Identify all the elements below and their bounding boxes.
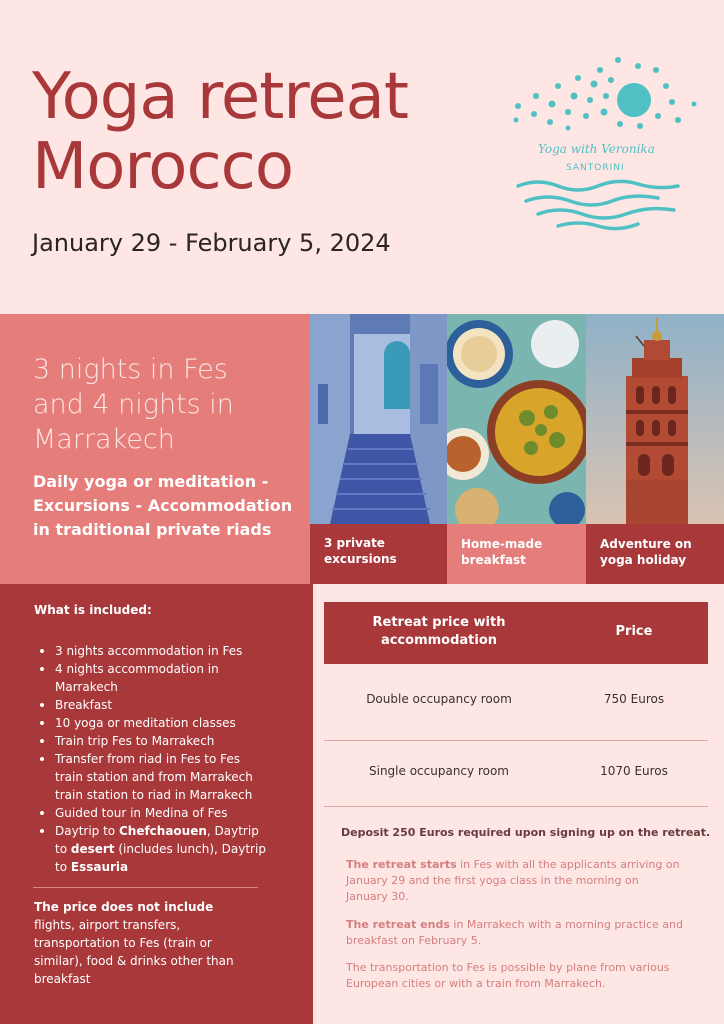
list-item — [40, 732, 280, 750]
intro-subtitle-line: Daily yoga or meditation - — [33, 472, 269, 491]
list-item-daytrips — [40, 822, 280, 876]
not-included — [34, 898, 294, 988]
header-accommodation: Retreat price with accommodation — [372, 615, 506, 648]
logo-text-2: SANTORINI — [566, 163, 625, 173]
list-item-text: 3 nights accommodation in Fes — [55, 644, 243, 658]
note-text: in Fes with all the applicants arriving on — [456, 858, 680, 871]
intro-title-line: 3 nights in Fes — [33, 354, 228, 385]
caption-line: Adventure on — [600, 537, 692, 551]
intro-title-line: and 4 nights in — [33, 389, 234, 420]
intro-title-line: Marrakech — [33, 424, 175, 455]
list-item — [40, 714, 280, 732]
daytrip-chefchaouen: Chefchaouen — [118, 824, 207, 838]
room-type: Single occupancy room — [369, 764, 509, 778]
included-list — [40, 642, 280, 876]
list-item-text: Marrakech — [55, 680, 118, 694]
intro-subtitle-line: in traditional private riads — [33, 520, 272, 539]
retreat-ends-note — [346, 917, 686, 949]
note-text: in Marrakech with a morning practice and — [449, 918, 683, 931]
list-item — [40, 750, 280, 804]
daytrip-text: to — [55, 842, 71, 856]
caption-line: breakfast — [461, 553, 526, 567]
list-item-text: Breakfast — [55, 698, 113, 712]
not-included-line: breakfast — [34, 972, 91, 986]
note-text: The transportation to Fes is possible by plane from various — [346, 961, 670, 974]
yoga-with-veronika-logo — [508, 56, 698, 236]
list-item — [40, 642, 280, 660]
caption-excursions — [310, 524, 447, 584]
not-included-line: transportation to Fes (train or — [34, 936, 212, 950]
list-item-text: train station and from Marrakech — [55, 770, 253, 784]
room-type: Double occupancy room — [366, 692, 512, 706]
note-bold: The retreat starts — [346, 858, 457, 871]
retreat-dates: January 29 - February 5, 2024 — [32, 229, 391, 257]
daytrip-text: to — [55, 860, 71, 874]
daytrip-text: , Daytrip — [206, 824, 259, 838]
dots-pattern-icon — [514, 57, 697, 131]
caption-adventure — [586, 524, 724, 584]
tagine-breakfast-photo — [447, 314, 586, 524]
caption-line: excursions — [324, 552, 397, 566]
logo-text-1: Yoga with Veronika — [538, 142, 655, 156]
minaret-photo — [586, 314, 724, 524]
list-item-text: train station to riad in Marrakech — [55, 788, 253, 802]
list-item-text: Train trip Fes to Marrakech — [55, 734, 215, 748]
room-price: 1070 Euros — [600, 764, 668, 778]
not-included-line: flights, airport transfers, — [34, 918, 181, 932]
caption-breakfast — [447, 524, 586, 584]
list-item — [40, 804, 280, 822]
page-title — [32, 62, 408, 202]
not-included-line: similar), food & drinks other than — [34, 954, 234, 968]
list-item — [40, 696, 280, 714]
daytrip-desert: desert — [70, 842, 115, 856]
transport-note — [346, 960, 686, 992]
daytrip-essauria: Essauria — [70, 860, 129, 874]
list-item — [40, 660, 280, 696]
header-price: Price — [615, 624, 653, 639]
intro-subtitle — [33, 470, 303, 542]
daytrip-text: (includes lunch), Daytrip — [114, 842, 266, 856]
room-price: 750 Euros — [603, 692, 665, 706]
note-bold: The retreat ends — [346, 918, 450, 931]
caption-line: 3 private — [324, 536, 385, 550]
not-included-heading: The price does not include — [34, 900, 214, 914]
waves-icon — [518, 181, 678, 228]
retreat-starts-note — [346, 857, 686, 905]
intro-subtitle-line: Excursions - Accommodation — [33, 496, 293, 515]
caption-line: Home-made — [461, 537, 543, 551]
table-row — [324, 740, 708, 808]
list-item-text: 4 nights accommodation in — [55, 662, 219, 676]
table-row — [324, 668, 708, 736]
note-text: European cities or with a train from Marrakech. — [346, 977, 606, 990]
row-divider — [324, 806, 708, 807]
note-text: breakfast on February 5. — [346, 934, 482, 947]
list-item-text: Guided tour in Medina of Fes — [55, 806, 228, 820]
list-item-text: Transfer from riad in Fes to Fes — [55, 752, 241, 766]
title-line-1: Yoga retreat — [32, 60, 408, 134]
caption-line: yoga holiday — [600, 553, 687, 567]
divider — [33, 887, 258, 888]
intro-title — [33, 352, 293, 457]
title-line-2: Morocco — [32, 130, 293, 204]
note-text: January 29 and the first yoga class in the morning on — [346, 874, 639, 887]
note-text: January 30. — [346, 890, 409, 903]
daytrip-text: Daytrip to — [55, 824, 119, 838]
included-heading: What is included: — [34, 603, 152, 617]
blue-alley-photo — [310, 314, 447, 524]
list-item-text: 10 yoga or meditation classes — [55, 716, 236, 730]
price-table-header — [324, 602, 708, 664]
deposit-note: Deposit 250 Euros required upon signing up on the retreat. — [341, 826, 711, 839]
